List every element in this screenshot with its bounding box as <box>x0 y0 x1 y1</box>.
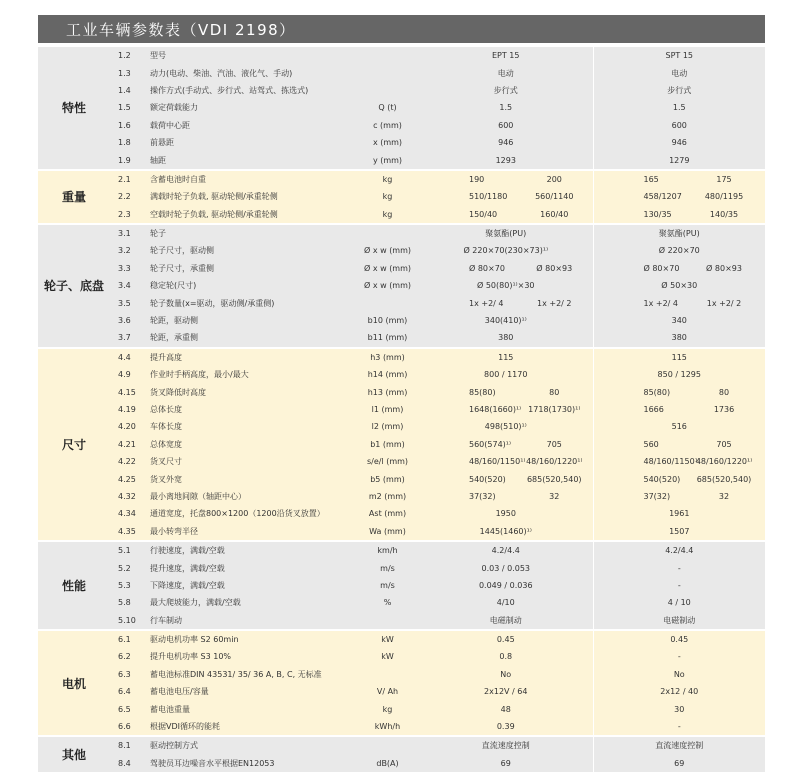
row-description: 含蓄电池时自重 <box>147 170 356 188</box>
spec-table <box>38 47 765 772</box>
spt15-value: 电磁制动 <box>593 612 765 630</box>
table-row <box>38 666 765 683</box>
row-unit: kg <box>356 206 419 224</box>
spt15-value: 4.2/4.4 <box>593 541 765 559</box>
section-label: 尺寸 <box>38 348 110 541</box>
ept15-value: 48 <box>419 700 593 717</box>
row-description: 通道宽度，托盘800×1200（1200沿货叉放置） <box>147 505 356 522</box>
row-description: 蓄电池重量 <box>147 700 356 717</box>
row-description: 根据VDI循环的能耗 <box>147 718 356 736</box>
table-row <box>38 401 765 418</box>
table-row <box>38 170 765 188</box>
page-title: 工业车辆参数表（VDI 2198） <box>66 21 296 39</box>
row-number: 3.4 <box>110 277 147 294</box>
row-unit: Ø x w (mm) <box>356 242 419 259</box>
row-number: 3.2 <box>110 242 147 259</box>
spt15-value: - <box>593 559 765 576</box>
spt15-value: 30 <box>593 700 765 717</box>
row-number: 4.32 <box>110 488 147 505</box>
table-row <box>38 736 765 754</box>
spt15-value-1: 1666 <box>593 401 679 418</box>
row-number: 1.2 <box>110 47 147 64</box>
table-row <box>38 82 765 99</box>
section-label: 轮子、底盘 <box>38 224 110 348</box>
ept15-value: 直流速度控制 <box>419 736 593 754</box>
table-row <box>38 64 765 81</box>
row-description: 货叉尺寸 <box>147 453 356 470</box>
spt15-value: 1279 <box>593 151 765 169</box>
spt15-value-1: 85(80) <box>593 383 679 400</box>
row-number: 2.3 <box>110 206 147 224</box>
row-description: 驾驶员耳边噪音水平根据EN12053 <box>147 755 356 772</box>
spt15-value-1: 540(520) <box>593 470 679 487</box>
row-number: 5.8 <box>110 594 147 611</box>
row-number: 1.5 <box>110 99 147 116</box>
table-row <box>38 348 765 366</box>
spt15-value-1: Ø 80×70 <box>593 260 679 277</box>
ept15-value: 0.049 / 0.036 <box>419 577 593 594</box>
ept15-value-2: 560/1140 <box>512 188 593 205</box>
ept15-value: 600 <box>419 117 593 134</box>
table-row <box>38 700 765 717</box>
table-row <box>38 206 765 224</box>
spt15-value-2: 1736 <box>679 401 765 418</box>
table-row <box>38 488 765 505</box>
ept15-value-2: 200 <box>512 170 593 188</box>
row-number: 6.1 <box>110 630 147 648</box>
row-number: 1.4 <box>110 82 147 99</box>
spt15-value-1: 37(32) <box>593 488 679 505</box>
ept15-value-2: 80 <box>512 383 593 400</box>
row-unit: y (mm) <box>356 151 419 169</box>
row-unit: b1 (mm) <box>356 436 419 453</box>
row-unit <box>356 666 419 683</box>
ept15-value: 聚氨酯(PU) <box>419 224 593 242</box>
row-description: 最小转弯半径 <box>147 523 356 541</box>
row-description: 提升速度，满载/空载 <box>147 559 356 576</box>
row-unit: V/ Ah <box>356 683 419 700</box>
row-description: 满载时轮子负载, 驱动轮侧/承重轮侧 <box>147 188 356 205</box>
ept15-value: 946 <box>419 134 593 151</box>
spt15-value: 4 / 10 <box>593 594 765 611</box>
spt15-value: SPT 15 <box>593 47 765 64</box>
row-description: 货叉外宽 <box>147 470 356 487</box>
row-unit: l1 (mm) <box>356 401 419 418</box>
spt15-value-2: 175 <box>679 170 765 188</box>
row-number: 4.4 <box>110 348 147 366</box>
table-row <box>38 329 765 347</box>
row-description: 轮子数量(x=驱动，驱动侧/承重侧) <box>147 294 356 311</box>
row-unit: x (mm) <box>356 134 419 151</box>
row-unit: h13 (mm) <box>356 383 419 400</box>
spt15-value: 直流速度控制 <box>593 736 765 754</box>
row-unit: m/s <box>356 559 419 576</box>
row-description: 行驶速度，满载/空载 <box>147 541 356 559</box>
spt15-value-2: 48/160/1220¹⁾ <box>679 453 765 470</box>
ept15-value: 电磁制动 <box>419 612 593 630</box>
table-row <box>38 294 765 311</box>
ept15-value: 1.5 <box>419 99 593 116</box>
table-row <box>38 224 765 242</box>
row-description: 稳定轮(尺寸) <box>147 277 356 294</box>
ept15-value: 步行式 <box>419 82 593 99</box>
row-number: 6.6 <box>110 718 147 736</box>
table-row <box>38 594 765 611</box>
row-description: 空载时轮子负载, 驱动轮侧/承重轮侧 <box>147 206 356 224</box>
ept15-value: Ø 220×70(230×73)¹⁾ <box>419 242 593 259</box>
row-number: 4.20 <box>110 418 147 435</box>
ept15-value-2: 32 <box>512 488 593 505</box>
spt15-value: 380 <box>593 329 765 347</box>
row-description: 作业时手柄高度，最小/最大 <box>147 366 356 383</box>
row-unit: kWh/h <box>356 718 419 736</box>
table-row <box>38 117 765 134</box>
row-description: 动力(电动、柴油、汽油、液化气、手动) <box>147 64 356 81</box>
spt15-value-2: 705 <box>679 436 765 453</box>
table-row <box>38 755 765 772</box>
section-label: 特性 <box>38 47 110 170</box>
ept15-value-2: 685(520,540) <box>512 470 593 487</box>
row-number: 3.1 <box>110 224 147 242</box>
table-row <box>38 577 765 594</box>
spt15-value-2: 140/35 <box>679 206 765 224</box>
row-unit: Ø x w (mm) <box>356 260 419 277</box>
row-unit: m/s <box>356 577 419 594</box>
table-row <box>38 99 765 116</box>
table-row <box>38 541 765 559</box>
row-unit: Ast (mm) <box>356 505 419 522</box>
row-unit <box>356 612 419 630</box>
spt15-value: 850 / 1295 <box>593 366 765 383</box>
row-description: 操作方式(手动式、步行式、站驾式、拣选式) <box>147 82 356 99</box>
row-description: 轮子 <box>147 224 356 242</box>
row-number: 1.9 <box>110 151 147 169</box>
row-description: 轮距，驱动侧 <box>147 312 356 329</box>
ept15-value-1: 150/40 <box>419 206 512 224</box>
row-description: 提升高度 <box>147 348 356 366</box>
ept15-value: 1445(1460)¹⁾ <box>419 523 593 541</box>
ept15-value: 1293 <box>419 151 593 169</box>
page-header <box>38 15 765 43</box>
row-unit: Ø x w (mm) <box>356 277 419 294</box>
ept15-value: 340(410)¹⁾ <box>419 312 593 329</box>
spt15-value: 步行式 <box>593 82 765 99</box>
ept15-value-1: 85(80) <box>419 383 512 400</box>
table-row <box>38 470 765 487</box>
row-description: 货叉降低时高度 <box>147 383 356 400</box>
spt15-value-1: 1x +2/ 4 <box>593 294 679 311</box>
ept15-value: No <box>419 666 593 683</box>
row-number: 4.35 <box>110 523 147 541</box>
row-description: 驱动控制方式 <box>147 736 356 754</box>
spt15-value-1: 560 <box>593 436 679 453</box>
spt15-value-2: 685(520,540) <box>679 470 765 487</box>
row-description: 载荷中心距 <box>147 117 356 134</box>
row-number: 1.6 <box>110 117 147 134</box>
row-number: 1.8 <box>110 134 147 151</box>
row-unit: h14 (mm) <box>356 366 419 383</box>
row-number: 6.4 <box>110 683 147 700</box>
table-row <box>38 648 765 665</box>
ept15-value: 电动 <box>419 64 593 81</box>
ept15-value-1: 560(574)¹⁾ <box>419 436 512 453</box>
spt15-value: 1507 <box>593 523 765 541</box>
ept15-value-1: 48/160/1150¹⁾ <box>419 453 512 470</box>
spt15-value-1: 130/35 <box>593 206 679 224</box>
ept15-value: 0.03 / 0.053 <box>419 559 593 576</box>
ept15-value: 2x12V / 64 <box>419 683 593 700</box>
spt15-value: 电动 <box>593 64 765 81</box>
row-unit <box>356 82 419 99</box>
row-number: 4.34 <box>110 505 147 522</box>
row-unit: Wa (mm) <box>356 523 419 541</box>
spt15-value: 600 <box>593 117 765 134</box>
row-unit <box>356 224 419 242</box>
row-number: 4.15 <box>110 383 147 400</box>
table-row <box>38 47 765 64</box>
ept15-value: 380 <box>419 329 593 347</box>
spt15-value-2: 1x +2/ 2 <box>679 294 765 311</box>
row-number: 4.9 <box>110 366 147 383</box>
row-description: 蓄电池标准DIN 43531/ 35/ 36 A, B, C, 无标准 <box>147 666 356 683</box>
ept15-value: 4/10 <box>419 594 593 611</box>
row-description: 最小离地间隙（轴距中心） <box>147 488 356 505</box>
spt15-value: No <box>593 666 765 683</box>
section-label: 重量 <box>38 170 110 224</box>
spt15-value: 69 <box>593 755 765 772</box>
row-unit: b5 (mm) <box>356 470 419 487</box>
row-description: 车体长度 <box>147 418 356 435</box>
row-number: 6.5 <box>110 700 147 717</box>
ept15-value: 115 <box>419 348 593 366</box>
spt15-value: 聚氨酯(PU) <box>593 224 765 242</box>
row-unit: c (mm) <box>356 117 419 134</box>
section-label: 电机 <box>38 630 110 736</box>
ept15-value-2: 1718(1730)¹⁾ <box>512 401 593 418</box>
table-row <box>38 366 765 383</box>
row-number: 4.19 <box>110 401 147 418</box>
table-row <box>38 630 765 648</box>
table-row <box>38 188 765 205</box>
table-row <box>38 260 765 277</box>
row-number: 2.1 <box>110 170 147 188</box>
row-unit <box>356 47 419 64</box>
table-row <box>38 418 765 435</box>
spt15-value: 115 <box>593 348 765 366</box>
ept15-value: 1950 <box>419 505 593 522</box>
spt15-value-1: 48/160/1150¹⁾ <box>593 453 679 470</box>
row-number: 5.2 <box>110 559 147 576</box>
row-description: 型号 <box>147 47 356 64</box>
table-row <box>38 453 765 470</box>
spt15-value: - <box>593 648 765 665</box>
spt15-value: 1.5 <box>593 99 765 116</box>
ept15-value: 69 <box>419 755 593 772</box>
row-unit: m2 (mm) <box>356 488 419 505</box>
ept15-value: 0.8 <box>419 648 593 665</box>
row-description: 前悬距 <box>147 134 356 151</box>
table-row <box>38 436 765 453</box>
row-unit: km/h <box>356 541 419 559</box>
table-row <box>38 151 765 169</box>
ept15-value-1: 1648(1660)¹⁾ <box>419 401 512 418</box>
row-description: 轴距 <box>147 151 356 169</box>
row-unit: kg <box>356 700 419 717</box>
row-number: 8.4 <box>110 755 147 772</box>
ept15-value-2: Ø 80×93 <box>512 260 593 277</box>
row-description: 总体长度 <box>147 401 356 418</box>
row-unit: s/e/l (mm) <box>356 453 419 470</box>
row-unit: b10 (mm) <box>356 312 419 329</box>
row-number: 6.2 <box>110 648 147 665</box>
ept15-value-1: 190 <box>419 170 512 188</box>
spt15-value: 340 <box>593 312 765 329</box>
row-unit: kg <box>356 188 419 205</box>
row-unit <box>356 294 419 311</box>
table-row <box>38 312 765 329</box>
row-description: 下降速度，满载/空载 <box>147 577 356 594</box>
row-description: 额定荷载能力 <box>147 99 356 116</box>
row-number: 3.6 <box>110 312 147 329</box>
ept15-value: EPT 15 <box>419 47 593 64</box>
row-description: 提升电机功率 S3 10% <box>147 648 356 665</box>
row-unit: Q (t) <box>356 99 419 116</box>
row-number: 3.7 <box>110 329 147 347</box>
row-description: 蓄电池电压/容量 <box>147 683 356 700</box>
ept15-value-1: 37(32) <box>419 488 512 505</box>
row-number: 1.3 <box>110 64 147 81</box>
spt15-value: - <box>593 718 765 736</box>
spt15-value-2: 480/1195 <box>679 188 765 205</box>
section-label: 其他 <box>38 736 110 772</box>
table-row <box>38 134 765 151</box>
row-number: 4.25 <box>110 470 147 487</box>
spt15-value-1: 458/1207 <box>593 188 679 205</box>
table-row <box>38 242 765 259</box>
spt15-value-1: 165 <box>593 170 679 188</box>
ept15-value-2: 1x +2/ 2 <box>512 294 593 311</box>
table-row <box>38 612 765 630</box>
row-number: 4.21 <box>110 436 147 453</box>
row-unit <box>356 64 419 81</box>
ept15-value: 4.2/4.4 <box>419 541 593 559</box>
table-row <box>38 683 765 700</box>
ept15-value: 0.45 <box>419 630 593 648</box>
row-unit: dB(A) <box>356 755 419 772</box>
table-row <box>38 277 765 294</box>
table-row <box>38 383 765 400</box>
spt15-value: 1961 <box>593 505 765 522</box>
spt15-value: 2x12 / 40 <box>593 683 765 700</box>
section-label: 性能 <box>38 541 110 630</box>
ept15-value: Ø 50(80)¹⁾×30 <box>419 277 593 294</box>
row-number: 3.3 <box>110 260 147 277</box>
row-number: 5.10 <box>110 612 147 630</box>
row-number: 8.1 <box>110 736 147 754</box>
row-number: 6.3 <box>110 666 147 683</box>
row-description: 轮子尺寸，驱动侧 <box>147 242 356 259</box>
row-description: 轮子尺寸，承重侧 <box>147 260 356 277</box>
table-row <box>38 523 765 541</box>
row-description: 行车制动 <box>147 612 356 630</box>
spt15-value-2: 32 <box>679 488 765 505</box>
spt15-value-2: Ø 80×93 <box>679 260 765 277</box>
spt15-value: 946 <box>593 134 765 151</box>
row-number: 5.1 <box>110 541 147 559</box>
spt15-value-2: 80 <box>679 383 765 400</box>
ept15-value: 0.39 <box>419 718 593 736</box>
ept15-value-2: 48/160/1220¹⁾ <box>512 453 593 470</box>
row-unit: kg <box>356 170 419 188</box>
row-description: 总体宽度 <box>147 436 356 453</box>
ept15-value: 800 / 1170 <box>419 366 593 383</box>
ept15-value-2: 160/40 <box>512 206 593 224</box>
ept15-value-1: Ø 80×70 <box>419 260 512 277</box>
row-number: 3.5 <box>110 294 147 311</box>
row-description: 驱动电机功率 S2 60min <box>147 630 356 648</box>
spt15-value: 516 <box>593 418 765 435</box>
row-description: 最大爬坡能力，满载/空载 <box>147 594 356 611</box>
row-number: 5.3 <box>110 577 147 594</box>
row-description: 轮距，承重侧 <box>147 329 356 347</box>
spt15-value: 0.45 <box>593 630 765 648</box>
ept15-value-2: 705 <box>512 436 593 453</box>
row-unit: b11 (mm) <box>356 329 419 347</box>
ept15-value-1: 1x +2/ 4 <box>419 294 512 311</box>
table-row <box>38 718 765 736</box>
row-unit: kW <box>356 648 419 665</box>
ept15-value: 498(510)¹⁾ <box>419 418 593 435</box>
row-unit: kW <box>356 630 419 648</box>
table-row <box>38 505 765 522</box>
row-number: 4.22 <box>110 453 147 470</box>
row-number: 2.2 <box>110 188 147 205</box>
row-unit: % <box>356 594 419 611</box>
ept15-value-1: 540(520) <box>419 470 512 487</box>
row-unit <box>356 736 419 754</box>
table-row <box>38 559 765 576</box>
spt15-value: Ø 50×30 <box>593 277 765 294</box>
row-unit: l2 (mm) <box>356 418 419 435</box>
ept15-value-1: 510/1180 <box>419 188 512 205</box>
spt15-value: Ø 220×70 <box>593 242 765 259</box>
row-unit: h3 (mm) <box>356 348 419 366</box>
spt15-value: - <box>593 577 765 594</box>
